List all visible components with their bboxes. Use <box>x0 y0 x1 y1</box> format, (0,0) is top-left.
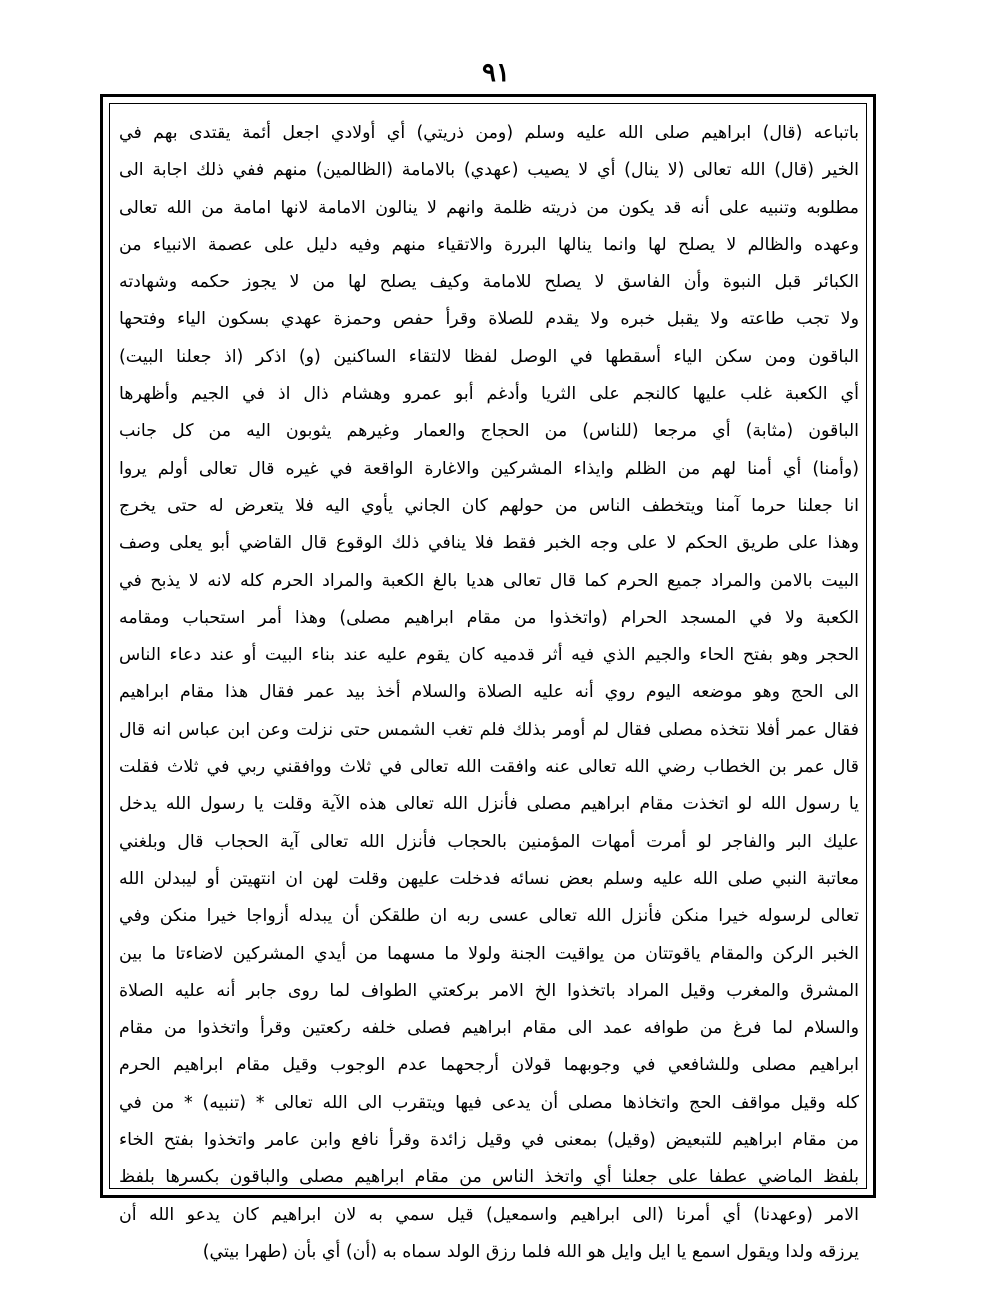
text-line: قال عمر بن الخطاب رضي الله تعالى عنه وافقت الله تعالى في ثلاث ووافقني ربي في ثلاث فقلت <box>119 757 859 778</box>
text-line: الكعبة ولا في المسجد الحرام (واتخذوا من مقام ابراهيم مصلى) وهذا أمر استحباب ومقامه <box>119 607 859 628</box>
text-line: وعهده والظالم لا يصلح لها وانما ينالها البررة والاتقياء منهم وفيه دليل على عصمة الانبياء من <box>119 234 859 255</box>
text-line: الباقون ومن سكن الياء أسقطها في الوصل لفظا لالتقاء الساكنين (و) اذكر (اذ جعلنا البيت) <box>119 346 859 367</box>
text-line: مطلوبه وتنبيه على أنه قد يكون من ذريته ظلمة وانهم لا ينالون الامامة لانها امامة من الله تعالى <box>119 197 859 218</box>
text-line: معاتبة النبي صلى الله عليه وسلم بعض نسائه فدخلت عليهن وقلت لهن ان انتهيتن أو ليبدلن الله <box>119 868 859 889</box>
page-frame <box>100 94 876 1262</box>
text-line: (وأمنا) أي أمنا لهم من الظلم وايذاء المشركين والاغارة الواقعة في غيره قال تعالى أولم يروا <box>119 458 859 479</box>
text-line: وهذا على طريق الحكم لا على وجه الخبر فقط فلا ينافي ذلك الوقوع قال القاضي أبو يعلى وصف <box>119 533 859 554</box>
text-line: فقال عمر أفلا نتخذه مصلى فقال لم أومر بذلك فلم تغب الشمس حتى نزلت وعن ابن عباس انه قال <box>119 719 859 740</box>
text-line: يرزقه ولدا ويقول اسمع يا ايل وايل هو الله فلما رزق الولد سماه به (أن) أي بأن (طهرا بيتي) <box>202 1241 859 1262</box>
text-line: الحجر وهو بفتح الحاء والجيم الذي فيه أثر قدميه كان يقوم عليه عند بناء البيت أو عند دعاء الناس <box>119 645 859 666</box>
text-line: من مقام ابراهيم للتبعيض (وقيل) بمعنى في وقيل زائدة وقرأ نافع وابن عامر واتخذوا بفتح الخاء <box>119 1130 859 1151</box>
text-line: المشرق والمغرب وقيل المراد باتخذوا الخ الامر بركعتي الطواف لما روى جابر أنه عليه الصلاة <box>119 980 859 1001</box>
text-line: كله وقيل مواقف الحج واتخاذها مصلى أن يدعى فيها ويتقرب الى الله تعالى * (تنبيه) * من في <box>119 1092 859 1113</box>
text-line: عليك البر والفاجر لو أمرت أمهات المؤمنين بالحجاب فأنزل الله تعالى آية الحجاب قال وبلغني <box>119 831 859 852</box>
text-line: الباقون (مثابة) أي مرجعا (للناس) من الحجاج والعمار وغيرهم يثوبون اليه من كل جانب <box>119 421 859 442</box>
text-line: انا جعلنا حرما آمنا ويتخطف الناس من حولهم كان الجاني يأوي اليه فلا يتعرض له حتى يخرج <box>119 495 859 516</box>
body-text <box>119 115 859 1271</box>
text-line: والسلام لما فرغ من طوافه عمد الى مقام ابراهيم فصلى خلفه ركعتين وقرأ واتخذوا من مقام <box>119 1018 859 1039</box>
text-line: الكبائر قبل النبوة وأن الفاسق لا يصلح للامامة وكيف يصلح لها من لا يجوز حكمه وشهادته <box>119 272 859 293</box>
text-line: ولا تجب طاعته ولا يقبل خبره ولا يقدم للصلاة وقرأ حفص وحمزة عهدي بسكون الياء وفتحها <box>119 309 859 330</box>
text-line: تعالى لرسوله خيرا منكن فأنزل الله تعالى عسى ربه ان طلقكن أن يبدله أزواجا خيرا منكن وفي <box>119 906 859 927</box>
text-line: أي الكعبة غلب عليها كالنجم على الثريا وأدغم أبو عمرو وهشام ذال اذ في الجيم وأظهرها <box>119 384 859 405</box>
text-line: الى الحج وهو موضعه اليوم روي أنه عليه الصلاة والسلام أخذ بيد عمر فقال هذا مقام ابراهيم <box>119 682 859 703</box>
text-line: الامر (وعهدنا) أي أمرنا (الى ابراهيم واسمعيل) قيل سمي به لان ابراهيم كان يدعو الله أن <box>119 1204 859 1225</box>
text-line: باتباعه (قال) ابراهيم صلى الله عليه وسلم (ومن ذريتي) أي أولادي اجعل أئمة يقتدى بهم في <box>119 123 859 143</box>
text-line: يا رسول الله لو اتخذت مقام ابراهيم مصلى فأنزل الله تعالى هذه الآية وقلت يا رسول الله يدخل <box>119 794 859 815</box>
text-line: الخير (قال) الله تعالى (لا ينال) أي لا يصيب (عهدي) بالامامة (الظالمين) منهم ففي ذلك اجابة الى <box>119 160 859 181</box>
text-line: الخبر الركن والمقام ياقوتتان من يواقيت الجنة ولولا ما مسهما من أيدي المشركين لاضاءتا ما بين <box>119 943 859 964</box>
page-number: ٩١ <box>482 58 510 88</box>
text-line: ابراهيم مصلى وللشافعي في وجوبهما قولان أرجحهما عدم الوجوب وقيل مقام ابراهيم الحرم <box>119 1055 859 1076</box>
text-line: البيت بالامن والمراد جميع الحرم كما قال تعالى هديا بالغ الكعبة والمراد الحرم كله لانه لا يذبح في <box>119 570 859 591</box>
text-line: بلفظ الماضي عطفا على جعلنا أي واتخذ الناس من مقام ابراهيم مصلى والباقون بكسرها بلفظ <box>119 1167 859 1188</box>
